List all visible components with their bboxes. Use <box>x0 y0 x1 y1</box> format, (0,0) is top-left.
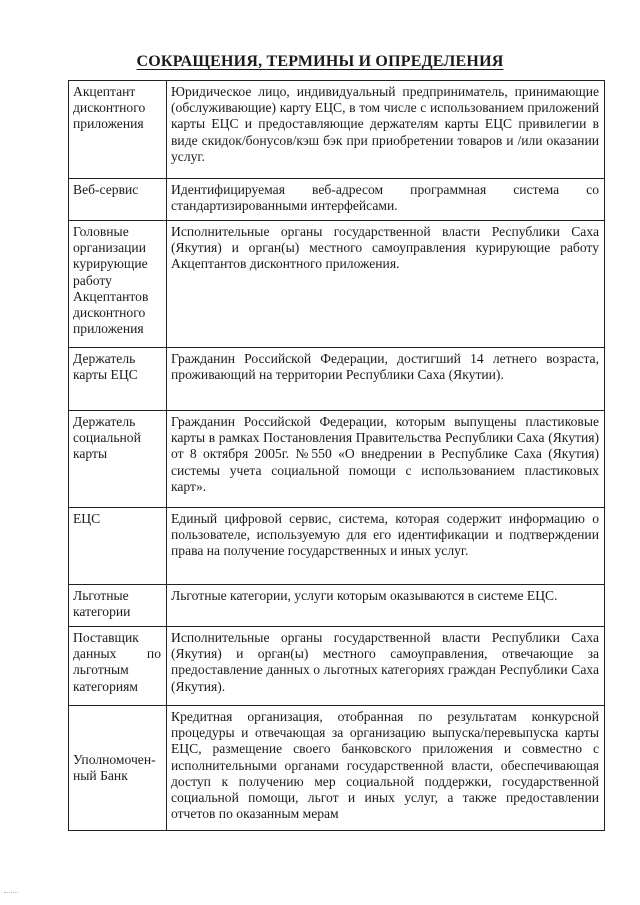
document-title: СОКРАЩЕНИЯ, ТЕРМИНЫ И ОПРЕДЕЛЕНИЯ <box>136 53 504 70</box>
term-cell: Акцептант дисконтного приложения <box>69 81 167 179</box>
term-cell: Держатель социальной карты <box>69 411 167 508</box>
table-row <box>69 411 605 508</box>
scan-edge-mark <box>4 892 18 897</box>
definitions-table <box>68 80 605 831</box>
definition-cell: Кредитная организация, отобранная по результатам конкурсной процедуры и отвечающая за организацию выпуска/перевыпуска карты ЕЦС, размещение своего банковского приложения и совместно с исполнительными органами государственной власти, обеспечивающая доступ к получению мер социальной поддержки, государственной социальной помощи, льгот и иных услуг, а также предоставлении отчетов по оказанным мерам <box>167 706 605 831</box>
table-row <box>69 348 605 411</box>
table-row <box>69 508 605 585</box>
table-row <box>69 221 605 348</box>
definition-cell: Идентифицируемая веб-адресом программная система со стандартизированными интерфейсами. <box>167 179 605 221</box>
definition-cell: Единый цифровой сервис, система, которая содержит информацию о пользователе, используемую для его идентификации и подтверждении права на получение государственных и иных услуг. <box>167 508 605 585</box>
term-cell: Веб-сервис <box>69 179 167 221</box>
table-row <box>69 627 605 706</box>
term-cell: Держатель карты ЕЦС <box>69 348 167 411</box>
term-cell: Поставщик данных по льготным категориям <box>69 627 167 706</box>
definition-cell: Исполнительные органы государственной власти Республики Саха (Якутия) и орган(ы) местного самоуправления, отвечающие за предоставление данных о льготных категориях граждан Республики Саха (Якутия). <box>167 627 605 706</box>
definition-cell: Исполнительные органы государственной власти Республики Саха (Якутия) и орган(ы) местного самоуправления курирующие работу Акцептантов дисконтного приложения. <box>167 221 605 348</box>
term-cell: Уполномочен-ный Банк <box>69 706 167 831</box>
definition-cell: Льготные категории, услуги которым оказываются в системе ЕЦС. <box>167 585 605 627</box>
definition-cell: Гражданин Российской Федерации, достигший 14 летнего возраста, проживающий на территории Республики Саха (Якутии). <box>167 348 605 411</box>
term-cell: ЕЦС <box>69 508 167 585</box>
definition-cell: Юридическое лицо, индивидуальный предприниматель, принимающие (обслуживающие) карту ЕЦС, в том числе с использованием приложений карты ЕЦС и предоставляющие держателям карты ЕЦС привилегии в виде скидок/бонусов/кэш бэк при приобретении товаров и /или оказании услуг. <box>167 81 605 179</box>
table-row <box>69 81 605 179</box>
table-row <box>69 706 605 831</box>
term-cell: Головные организации курирующие работу Акцептантов дисконтного приложения <box>69 221 167 348</box>
term-cell: Льготные категории <box>69 585 167 627</box>
table-row <box>69 585 605 627</box>
table-row <box>69 179 605 221</box>
definition-cell: Гражданин Российской Федерации, которым выпущены пластиковые карты в рамках Постановления Правительства Республики Саха (Якутия) от 8 октября 2005г. №550 «О внедрении в Республике Саха (Якутия) системы учета социальной помощи с использованием пластиковых карт». <box>167 411 605 508</box>
